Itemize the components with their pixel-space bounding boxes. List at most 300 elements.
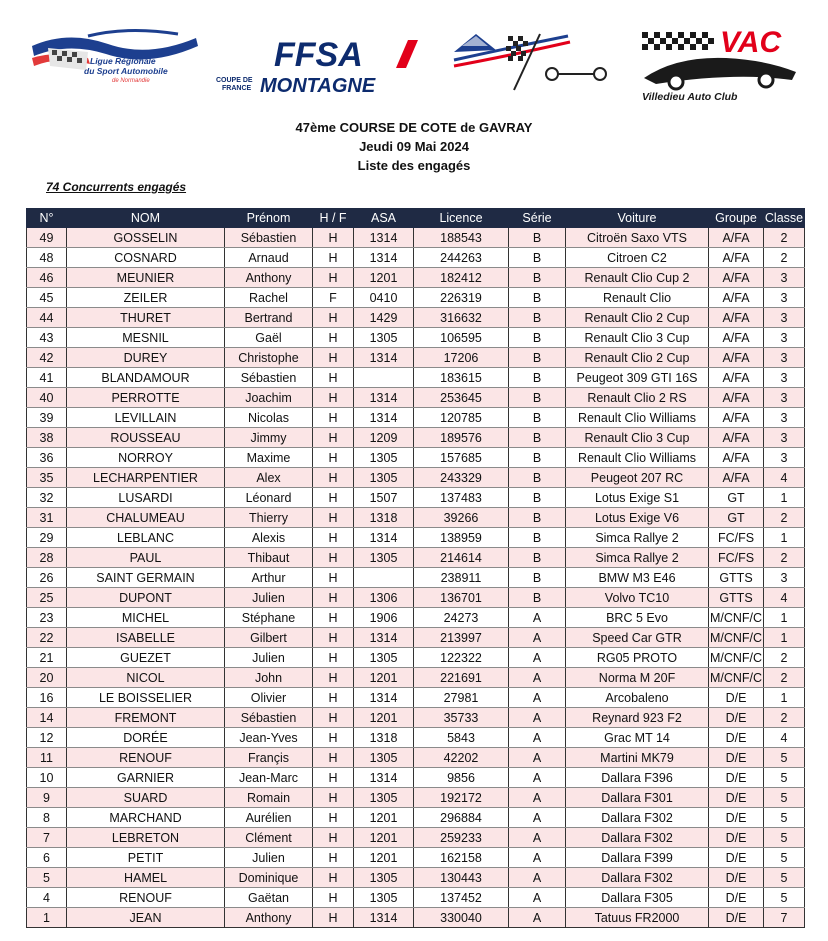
entry-nom: BLANDAMOUR: [67, 368, 225, 388]
entry-classe: 5: [764, 828, 805, 848]
entry-licence: 137483: [414, 488, 509, 508]
entry-asa: 1314: [354, 408, 414, 428]
entry-asa: [354, 368, 414, 388]
entry-asa: 1906: [354, 608, 414, 628]
entry-licence: 138959: [414, 528, 509, 548]
entry-number: 22: [27, 628, 67, 648]
table-row: [27, 248, 805, 268]
entry-number: 48: [27, 248, 67, 268]
entry-voiture: Renault Clio Cup 2: [566, 268, 709, 288]
entry-sexe: H: [313, 708, 354, 728]
ligue-normandie-logo: [28, 24, 204, 90]
entry-nom: LEVILLAIN: [67, 408, 225, 428]
coupe-line2: FRANCE: [222, 85, 252, 92]
entry-classe: 5: [764, 808, 805, 828]
table-row: [27, 508, 805, 528]
entry-asa: [354, 568, 414, 588]
entry-groupe: D/E: [709, 908, 764, 928]
entry-voiture: Dallara F396: [566, 768, 709, 788]
entry-voiture: Renault Clio Williams: [566, 408, 709, 428]
entry-number: 31: [27, 508, 67, 528]
entry-nom: SAINT GERMAIN: [67, 568, 225, 588]
entry-groupe: D/E: [709, 888, 764, 908]
entry-classe: 2: [764, 508, 805, 528]
entry-groupe: A/FA: [709, 248, 764, 268]
entry-serie: A: [509, 748, 566, 768]
entry-voiture: Renault Clio 3 Cup: [566, 428, 709, 448]
table-row: [27, 428, 805, 448]
entry-voiture: Tatuus FR2000: [566, 908, 709, 928]
entry-groupe: GT: [709, 508, 764, 528]
entry-classe: 5: [764, 868, 805, 888]
entry-number: 10: [27, 768, 67, 788]
entry-number: 16: [27, 688, 67, 708]
entry-voiture: Speed Car GTR: [566, 628, 709, 648]
table-row: [27, 368, 805, 388]
entry-serie: B: [509, 568, 566, 588]
entry-groupe: A/FA: [709, 228, 764, 248]
entry-serie: A: [509, 808, 566, 828]
col-asa-header: ASA: [354, 209, 414, 228]
entry-sexe: H: [313, 548, 354, 568]
entry-asa: 1314: [354, 908, 414, 928]
entry-nom: LEBRETON: [67, 828, 225, 848]
entry-number: 40: [27, 388, 67, 408]
entry-licence: 213997: [414, 628, 509, 648]
entry-prenom: Julien: [225, 848, 313, 868]
entry-classe: 2: [764, 668, 805, 688]
entry-groupe: D/E: [709, 848, 764, 868]
table-row: [27, 468, 805, 488]
entry-sexe: H: [313, 748, 354, 768]
entry-prenom: Jean-Yves: [225, 728, 313, 748]
entry-asa: 1305: [354, 788, 414, 808]
entry-serie: B: [509, 408, 566, 428]
entry-nom: GOSSELIN: [67, 228, 225, 248]
entry-licence: 137452: [414, 888, 509, 908]
entry-licence: 221691: [414, 668, 509, 688]
entry-serie: B: [509, 368, 566, 388]
entry-nom: PETIT: [67, 848, 225, 868]
entry-groupe: M/CNF/C: [709, 648, 764, 668]
entry-voiture: Peugeot 309 GTI 16S: [566, 368, 709, 388]
entry-sexe: H: [313, 728, 354, 748]
entry-sexe: H: [313, 228, 354, 248]
entry-asa: 1201: [354, 808, 414, 828]
entry-serie: B: [509, 348, 566, 368]
entry-classe: 3: [764, 308, 805, 328]
entry-asa: 1314: [354, 768, 414, 788]
entry-prenom: Jean-Marc: [225, 768, 313, 788]
entry-prenom: Sébastien: [225, 708, 313, 728]
entry-groupe: FC/FS: [709, 528, 764, 548]
table-row: [27, 768, 805, 788]
entry-classe: 5: [764, 768, 805, 788]
entry-prenom: Gaëtan: [225, 888, 313, 908]
entry-classe: 3: [764, 268, 805, 288]
entry-number: 44: [27, 308, 67, 328]
entry-voiture: Citroen C2: [566, 248, 709, 268]
entry-licence: 238911: [414, 568, 509, 588]
entry-classe: 4: [764, 468, 805, 488]
entry-licence: 182412: [414, 268, 509, 288]
entry-classe: 1: [764, 688, 805, 708]
entry-licence: 244263: [414, 248, 509, 268]
entry-prenom: Olivier: [225, 688, 313, 708]
entry-asa: 1305: [354, 468, 414, 488]
table-row: [27, 568, 805, 588]
entry-classe: 5: [764, 848, 805, 868]
entry-sexe: H: [313, 608, 354, 628]
event-header: [0, 118, 828, 175]
entry-serie: A: [509, 648, 566, 668]
entry-voiture: Grac MT 14: [566, 728, 709, 748]
entry-number: 45: [27, 288, 67, 308]
entry-asa: 1507: [354, 488, 414, 508]
entry-sexe: H: [313, 348, 354, 368]
entry-classe: 2: [764, 708, 805, 728]
entry-prenom: Arnaud: [225, 248, 313, 268]
entry-groupe: A/FA: [709, 448, 764, 468]
entry-nom: SUARD: [67, 788, 225, 808]
entry-serie: A: [509, 828, 566, 848]
entry-voiture: Norma M 20F: [566, 668, 709, 688]
entry-sexe: H: [313, 688, 354, 708]
entry-groupe: GTTS: [709, 568, 764, 588]
entry-serie: B: [509, 528, 566, 548]
entry-voiture: BMW M3 E46: [566, 568, 709, 588]
table-row: [27, 408, 805, 428]
entry-sexe: H: [313, 628, 354, 648]
entry-groupe: D/E: [709, 828, 764, 848]
entry-licence: 183615: [414, 368, 509, 388]
entry-number: 20: [27, 668, 67, 688]
entry-nom: LECHARPENTIER: [67, 468, 225, 488]
entry-prenom: Gilbert: [225, 628, 313, 648]
entry-groupe: A/FA: [709, 468, 764, 488]
logo-band: [0, 0, 828, 110]
entry-asa: 1305: [354, 868, 414, 888]
entry-number: 39: [27, 408, 67, 428]
entry-serie: B: [509, 468, 566, 488]
entry-asa: 1305: [354, 888, 414, 908]
entry-classe: 1: [764, 488, 805, 508]
table-row: [27, 828, 805, 848]
table-row: [27, 628, 805, 648]
event-subtitle: Liste des engagés: [357, 158, 471, 173]
entry-sexe: H: [313, 428, 354, 448]
entry-nom: NORROY: [67, 448, 225, 468]
entry-voiture: Peugeot 207 RC: [566, 468, 709, 488]
entry-nom: MARCHAND: [67, 808, 225, 828]
col-licence-header: Licence: [414, 209, 509, 228]
entry-voiture: Simca Rallye 2: [566, 548, 709, 568]
entry-number: 43: [27, 328, 67, 348]
entry-classe: 7: [764, 908, 805, 928]
entry-classe: 2: [764, 248, 805, 268]
entry-number: 5: [27, 868, 67, 888]
entry-licence: 17206: [414, 348, 509, 368]
entry-sexe: H: [313, 328, 354, 348]
table-body: [27, 228, 805, 928]
entry-groupe: D/E: [709, 688, 764, 708]
entry-prenom: Romain: [225, 788, 313, 808]
entry-groupe: GTTS: [709, 588, 764, 608]
entry-sexe: H: [313, 468, 354, 488]
entry-asa: 1314: [354, 528, 414, 548]
entry-prenom: Jimmy: [225, 428, 313, 448]
entry-serie: A: [509, 888, 566, 908]
entry-licence: 122322: [414, 648, 509, 668]
entry-sexe: H: [313, 408, 354, 428]
entry-number: 32: [27, 488, 67, 508]
entry-licence: 162158: [414, 848, 509, 868]
entry-licence: 226319: [414, 288, 509, 308]
entry-nom: GARNIER: [67, 768, 225, 788]
entry-nom: LE BOISSELIER: [67, 688, 225, 708]
entry-prenom: Christophe: [225, 348, 313, 368]
entry-classe: 3: [764, 568, 805, 588]
entry-voiture: Dallara F302: [566, 868, 709, 888]
entry-sexe: H: [313, 808, 354, 828]
entry-classe: 2: [764, 548, 805, 568]
entry-sexe: H: [313, 888, 354, 908]
col-groupe-header: Groupe: [709, 209, 764, 228]
entry-classe: 5: [764, 788, 805, 808]
entry-sexe: H: [313, 528, 354, 548]
entry-groupe: A/FA: [709, 308, 764, 328]
table-row: [27, 308, 805, 328]
entry-number: 11: [27, 748, 67, 768]
entry-groupe: D/E: [709, 728, 764, 748]
table-row: [27, 888, 805, 908]
entry-nom: MICHEL: [67, 608, 225, 628]
entry-sexe: H: [313, 268, 354, 288]
table-row: [27, 848, 805, 868]
entry-voiture: Lotus Exige V6: [566, 508, 709, 528]
col-number-header: N°: [27, 209, 67, 228]
table-row: [27, 388, 805, 408]
entry-licence: 253645: [414, 388, 509, 408]
entry-groupe: FC/FS: [709, 548, 764, 568]
entry-prenom: Françis: [225, 748, 313, 768]
entry-asa: 1305: [354, 328, 414, 348]
entry-serie: A: [509, 788, 566, 808]
entry-voiture: Dallara F302: [566, 808, 709, 828]
entry-groupe: A/FA: [709, 288, 764, 308]
entry-licence: 24273: [414, 608, 509, 628]
ligue-line2: du Sport Automobile: [84, 66, 168, 76]
club-name: Villedieu Auto Club: [642, 91, 738, 103]
table-header-row: [27, 209, 805, 228]
entry-nom: HAMEL: [67, 868, 225, 888]
entry-asa: 1306: [354, 588, 414, 608]
entry-serie: B: [509, 548, 566, 568]
entry-sexe: H: [313, 908, 354, 928]
entry-classe: 3: [764, 408, 805, 428]
entry-nom: GUEZET: [67, 648, 225, 668]
entry-nom: DUREY: [67, 348, 225, 368]
entry-serie: B: [509, 508, 566, 528]
entry-classe: 3: [764, 388, 805, 408]
entry-serie: A: [509, 908, 566, 928]
entry-prenom: Stéphane: [225, 608, 313, 628]
entry-licence: 120785: [414, 408, 509, 428]
hillclimb-emblem: [448, 28, 624, 92]
entry-voiture: Simca Rallye 2: [566, 528, 709, 548]
entry-voiture: Renault Clio 2 RS: [566, 388, 709, 408]
entry-prenom: Sébastien: [225, 228, 313, 248]
entry-serie: A: [509, 708, 566, 728]
entry-prenom: Sébastien: [225, 368, 313, 388]
entry-classe: 3: [764, 448, 805, 468]
entry-groupe: A/FA: [709, 408, 764, 428]
entry-nom: ZEILER: [67, 288, 225, 308]
table-row: [27, 688, 805, 708]
entry-asa: 1314: [354, 388, 414, 408]
entry-nom: FREMONT: [67, 708, 225, 728]
entry-nom: MESNIL: [67, 328, 225, 348]
table-row: [27, 808, 805, 828]
entry-asa: 1201: [354, 708, 414, 728]
entry-groupe: D/E: [709, 808, 764, 828]
col-prenom-header: Prénom: [225, 209, 313, 228]
entry-voiture: Citroën Saxo VTS: [566, 228, 709, 248]
entry-serie: A: [509, 608, 566, 628]
entry-prenom: John: [225, 668, 313, 688]
entry-groupe: D/E: [709, 788, 764, 808]
entry-licence: 42202: [414, 748, 509, 768]
entry-voiture: Renault Clio Williams: [566, 448, 709, 468]
entry-number: 46: [27, 268, 67, 288]
montagne-wordmark: MONTAGNE: [260, 75, 376, 96]
entry-voiture: Martini MK79: [566, 748, 709, 768]
table-row: [27, 788, 805, 808]
entry-nom: PAUL: [67, 548, 225, 568]
entry-groupe: M/CNF/C: [709, 668, 764, 688]
entrant-count: 74 Concurrents engagés: [46, 180, 187, 194]
entry-voiture: BRC 5 Evo: [566, 608, 709, 628]
entry-asa: 1201: [354, 848, 414, 868]
entry-nom: DUPONT: [67, 588, 225, 608]
entry-licence: 296884: [414, 808, 509, 828]
entry-licence: 330040: [414, 908, 509, 928]
entry-prenom: Léonard: [225, 488, 313, 508]
table-row: [27, 268, 805, 288]
entry-classe: 3: [764, 428, 805, 448]
entry-licence: 243329: [414, 468, 509, 488]
entry-classe: 5: [764, 888, 805, 908]
entry-asa: 1201: [354, 828, 414, 848]
entry-number: 1: [27, 908, 67, 928]
table-row: [27, 548, 805, 568]
entry-prenom: Dominique: [225, 868, 313, 888]
entry-nom: MEUNIER: [67, 268, 225, 288]
table-row: [27, 728, 805, 748]
event-title: 47ème COURSE DE COTE de GAVRAY: [295, 120, 533, 135]
table-row: [27, 528, 805, 548]
entry-voiture: Renault Clio 3 Cup: [566, 328, 709, 348]
entry-groupe: A/FA: [709, 388, 764, 408]
entry-serie: B: [509, 308, 566, 328]
entry-classe: 2: [764, 228, 805, 248]
entry-asa: 1314: [354, 348, 414, 368]
entry-asa: 1201: [354, 668, 414, 688]
entry-nom: RENOUF: [67, 888, 225, 908]
entry-groupe: A/FA: [709, 328, 764, 348]
entry-serie: B: [509, 228, 566, 248]
entry-prenom: Thibaut: [225, 548, 313, 568]
entry-voiture: Dallara F302: [566, 828, 709, 848]
entry-serie: B: [509, 328, 566, 348]
entry-licence: 9856: [414, 768, 509, 788]
entry-sexe: H: [313, 568, 354, 588]
entry-number: 35: [27, 468, 67, 488]
entry-number: 28: [27, 548, 67, 568]
entry-licence: 188543: [414, 228, 509, 248]
entry-asa: 1318: [354, 728, 414, 748]
entry-groupe: D/E: [709, 708, 764, 728]
entry-voiture: Reynard 923 F2: [566, 708, 709, 728]
entry-sexe: H: [313, 668, 354, 688]
entry-sexe: H: [313, 868, 354, 888]
entry-classe: 1: [764, 608, 805, 628]
entry-groupe: A/FA: [709, 268, 764, 288]
entry-nom: DORÉE: [67, 728, 225, 748]
entry-asa: 1314: [354, 688, 414, 708]
entry-serie: B: [509, 448, 566, 468]
entry-groupe: D/E: [709, 868, 764, 888]
entry-classe: 1: [764, 528, 805, 548]
entry-asa: 1314: [354, 248, 414, 268]
entry-licence: 214614: [414, 548, 509, 568]
table-row: [27, 588, 805, 608]
entry-asa: 1314: [354, 228, 414, 248]
entry-asa: 1305: [354, 548, 414, 568]
entry-asa: 1305: [354, 748, 414, 768]
entry-asa: 1209: [354, 428, 414, 448]
entry-nom: LUSARDI: [67, 488, 225, 508]
entry-nom: ROUSSEAU: [67, 428, 225, 448]
entry-classe: 4: [764, 588, 805, 608]
entry-number: 49: [27, 228, 67, 248]
entry-prenom: Anthony: [225, 908, 313, 928]
entry-licence: 106595: [414, 328, 509, 348]
entry-sexe: H: [313, 508, 354, 528]
entry-licence: 27981: [414, 688, 509, 708]
entry-prenom: Thierry: [225, 508, 313, 528]
col-classe-header: Classe: [764, 209, 805, 228]
coupe-line1: COUPE DE: [216, 77, 253, 84]
entry-asa: 1305: [354, 448, 414, 468]
entry-prenom: Clément: [225, 828, 313, 848]
entry-asa: 1201: [354, 268, 414, 288]
entry-voiture: Volvo TC10: [566, 588, 709, 608]
entry-licence: 316632: [414, 308, 509, 328]
entry-serie: B: [509, 488, 566, 508]
entry-number: 14: [27, 708, 67, 728]
col-sexe-header: H / F: [313, 209, 354, 228]
entry-number: 4: [27, 888, 67, 908]
table-row: [27, 488, 805, 508]
entry-classe: 1: [764, 628, 805, 648]
entry-number: 6: [27, 848, 67, 868]
entry-groupe: D/E: [709, 768, 764, 788]
entry-voiture: Arcobaleno: [566, 688, 709, 708]
event-date: Jeudi 09 Mai 2024: [359, 139, 469, 154]
entry-sexe: H: [313, 368, 354, 388]
entry-classe: 3: [764, 348, 805, 368]
